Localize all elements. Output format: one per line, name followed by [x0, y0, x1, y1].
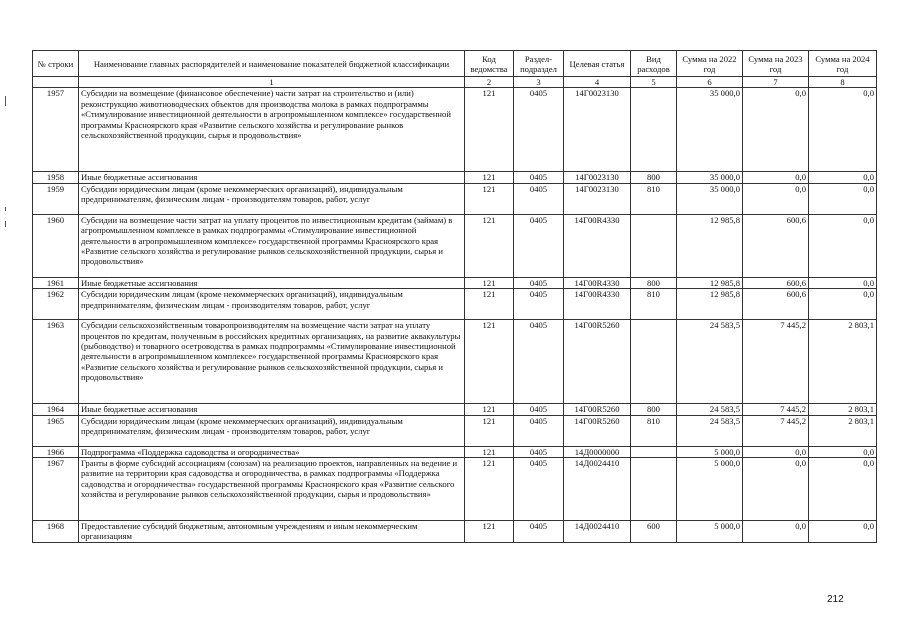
row-name: Иные бюджетные ассигнования: [79, 277, 465, 288]
row-number: 1961: [33, 277, 79, 288]
column-number: 7: [743, 77, 809, 88]
row-exp-type: 600: [631, 521, 677, 543]
table-row: [33, 277, 877, 288]
header-section: Раздел-подраздел: [514, 51, 564, 77]
row-name: Субсидии юридическим лицам (кроме некоммерческих организаций), индивидуальным предпринимателям, физическим лицам - производителям товаров, работ, услуг: [79, 289, 465, 320]
row-amount-2022: 24 583,5: [677, 404, 743, 415]
table-row: [33, 172, 877, 183]
margin-mark: [5, 96, 6, 106]
column-number: 4: [564, 77, 631, 88]
row-dept-code: 121: [465, 446, 514, 457]
row-target-code: 14Г00R5260: [564, 415, 631, 446]
row-target-code: 14Г00R5260: [564, 404, 631, 415]
row-amount-2023: 7 445,2: [743, 320, 809, 404]
row-amount-2024: 2 803,1: [809, 404, 877, 415]
row-exp-type: [631, 446, 677, 457]
margin-mark: [5, 207, 6, 211]
row-name: Субсидии юридическим лицам (кроме некоммерческих организаций), индивидуальным предпринимателям, физическим лицам - производителям товаров, работ, услуг: [79, 183, 465, 214]
row-exp-type: [631, 88, 677, 172]
row-name: Гранты в форме субсидий ассоциациям (союзам) на реализацию проектов, направленных на ведение и развитие на территории края садоводства и огородничества, в рамках подпрограммы «Поддержка садоводства и огородничества» государственной программы Красноярского края «Развитие сельского хозяйства и регулирование рынков сельскохозяйственной продукции, сырья и продовольствия»: [79, 458, 465, 521]
row-name: Субсидии сельскохозяйственным товаропроизводителям на возмещение части затрат на уплату процентов по кредитам, полученным в российских кредитных организациях, на развитие аквакультуры (рыбоводство) и товарного осетроводства в рамках подпрограммы «Стимулирование инвестиционной деятельности в агропромышленном комплексе» государственной программы Красноярского края «Развитие сельского хозяйства и регулирование рынков сельскохозяйственной продукции, сырья и продовольствия»: [79, 320, 465, 404]
row-section-code: 0405: [514, 172, 564, 183]
row-name: Предоставление субсидий бюджетным, автономным учреждениям и иным некоммерческим организациям: [79, 521, 465, 543]
row-amount-2023: 600,6: [743, 289, 809, 320]
row-dept-code: 121: [465, 404, 514, 415]
row-amount-2024: 0,0: [809, 446, 877, 457]
row-dept-code: 121: [465, 277, 514, 288]
header-target: Целевая статья: [564, 51, 631, 77]
column-number: 8: [809, 77, 877, 88]
row-name: Субсидии юридическим лицам (кроме некоммерческих организаций), индивидуальным предпринимателям, физическим лицам - производителям товаров, работ, услуг: [79, 415, 465, 446]
row-dept-code: 121: [465, 88, 514, 172]
row-section-code: 0405: [514, 88, 564, 172]
row-amount-2024: 0,0: [809, 521, 877, 543]
row-amount-2023: 0,0: [743, 446, 809, 457]
row-number: 1967: [33, 458, 79, 521]
row-exp-type: [631, 214, 677, 277]
row-dept-code: 121: [465, 458, 514, 521]
row-amount-2023: 0,0: [743, 183, 809, 214]
row-amount-2024: 0,0: [809, 277, 877, 288]
row-section-code: 0405: [514, 183, 564, 214]
row-section-code: 0405: [514, 214, 564, 277]
row-name: Субсидии на возмещение (финансовое обеспечение) части затрат на строительство и (или) реконструкцию животноводческих объектов для производства молока в рамках подпрограммы «Стимулирование инвестиционной деятельности в агропромышленном комплексе» государственной программы Красноярского края «Развитие сельского хозяйства и регулирование рынков сельскохозяйственной продукции, сырья и продовольствия»: [79, 88, 465, 172]
row-dept-code: 121: [465, 183, 514, 214]
row-name: Иные бюджетные ассигнования: [79, 172, 465, 183]
column-number: 1: [79, 77, 465, 88]
row-section-code: 0405: [514, 415, 564, 446]
column-number: 6: [677, 77, 743, 88]
row-target-code: 14Г0023130: [564, 183, 631, 214]
header-2023: Сумма на 2023 год: [743, 51, 809, 77]
row-amount-2023: 600,6: [743, 277, 809, 288]
row-number: 1966: [33, 446, 79, 457]
row-target-code: 14Г0023130: [564, 172, 631, 183]
row-number: 1964: [33, 404, 79, 415]
row-amount-2023: 0,0: [743, 88, 809, 172]
row-section-code: 0405: [514, 320, 564, 404]
row-target-code: 14Д0024410: [564, 458, 631, 521]
row-amount-2022: 5 000,0: [677, 458, 743, 521]
margin-mark: [5, 221, 6, 227]
row-number: 1959: [33, 183, 79, 214]
row-amount-2024: 2 803,1: [809, 320, 877, 404]
row-amount-2023: 0,0: [743, 172, 809, 183]
table-row: [33, 458, 877, 521]
row-amount-2024: 0,0: [809, 289, 877, 320]
row-amount-2024: 0,0: [809, 214, 877, 277]
row-section-code: 0405: [514, 458, 564, 521]
header-2022: Сумма на 2022 год: [677, 51, 743, 77]
row-amount-2023: 7 445,2: [743, 404, 809, 415]
header-dept: Код ведомства: [465, 51, 514, 77]
row-dept-code: 121: [465, 415, 514, 446]
header-exp-type: Вид расходов: [631, 51, 677, 77]
row-number: 1957: [33, 88, 79, 172]
header-name: Наименование главных распорядителей и наименование показателей бюджетной классификации: [79, 51, 465, 77]
table-row: [33, 415, 877, 446]
table-row: [33, 404, 877, 415]
row-name: Субсидии на возмещение части затрат на уплату процентов по инвестиционным кредитам (займам) в агропромышленном комплексе в рамках подпрограммы «Стимулирование инвестиционной деятельности в агропромышленном комплексе» государственной программы Красноярского края «Развитие сельского хозяйства и регулирование рынков сельскохозяйственной продукции, сырья и продовольствия»: [79, 214, 465, 277]
row-amount-2022: 5 000,0: [677, 521, 743, 543]
row-target-code: 14Г00R4330: [564, 214, 631, 277]
row-amount-2024: 0,0: [809, 172, 877, 183]
row-target-code: 14Д0024410: [564, 521, 631, 543]
row-number: 1965: [33, 415, 79, 446]
row-amount-2022: 12 985,8: [677, 214, 743, 277]
row-amount-2024: 0,0: [809, 88, 877, 172]
table-row: [33, 289, 877, 320]
row-amount-2022: 35 000,0: [677, 172, 743, 183]
table-row: [33, 214, 877, 277]
row-dept-code: 121: [465, 214, 514, 277]
row-target-code: 14Г00R5260: [564, 320, 631, 404]
row-dept-code: 121: [465, 172, 514, 183]
column-number: 3: [514, 77, 564, 88]
row-target-code: 14Г00R4330: [564, 289, 631, 320]
row-target-code: 14Г00R4330: [564, 277, 631, 288]
row-amount-2022: 24 583,5: [677, 320, 743, 404]
row-exp-type: 810: [631, 415, 677, 446]
row-dept-code: 121: [465, 289, 514, 320]
page-number: 212: [827, 594, 844, 605]
row-amount-2022: 12 985,8: [677, 277, 743, 288]
row-amount-2022: 35 000,0: [677, 88, 743, 172]
row-amount-2022: 5 000,0: [677, 446, 743, 457]
row-amount-2022: 24 583,5: [677, 415, 743, 446]
header-2024: Сумма на 2024 год: [809, 51, 877, 77]
row-exp-type: [631, 320, 677, 404]
row-exp-type: 810: [631, 183, 677, 214]
row-number: 1960: [33, 214, 79, 277]
row-number: 1958: [33, 172, 79, 183]
row-section-code: 0405: [514, 521, 564, 543]
row-target-code: 14Д0000000: [564, 446, 631, 457]
table-row: [33, 320, 877, 404]
row-section-code: 0405: [514, 446, 564, 457]
table-row: [33, 183, 877, 214]
row-exp-type: 810: [631, 289, 677, 320]
row-exp-type: [631, 458, 677, 521]
table-header-row: [33, 51, 877, 77]
column-number: 5: [631, 77, 677, 88]
row-exp-type: 800: [631, 172, 677, 183]
row-section-code: 0405: [514, 289, 564, 320]
row-amount-2024: 0,0: [809, 183, 877, 214]
row-amount-2024: 0,0: [809, 458, 877, 521]
row-amount-2024: 2 803,1: [809, 415, 877, 446]
budget-table: [32, 50, 877, 543]
column-number: [33, 77, 79, 88]
header-row-no: № строки: [33, 51, 79, 77]
row-section-code: 0405: [514, 277, 564, 288]
row-name: Иные бюджетные ассигнования: [79, 404, 465, 415]
table-row: [33, 88, 877, 172]
row-amount-2022: 12 985,8: [677, 289, 743, 320]
row-number: 1963: [33, 320, 79, 404]
row-number: 1968: [33, 521, 79, 543]
row-amount-2023: 0,0: [743, 521, 809, 543]
row-amount-2023: 600,6: [743, 214, 809, 277]
column-number: 2: [465, 77, 514, 88]
row-amount-2023: 0,0: [743, 458, 809, 521]
table-row: [33, 446, 877, 457]
row-name: Подпрограмма «Поддержка садоводства и огородничества»: [79, 446, 465, 457]
column-number-row: [33, 77, 877, 88]
row-dept-code: 121: [465, 320, 514, 404]
row-amount-2023: 7 445,2: [743, 415, 809, 446]
row-target-code: 14Г0023130: [564, 88, 631, 172]
row-exp-type: 800: [631, 404, 677, 415]
row-number: 1962: [33, 289, 79, 320]
row-exp-type: 800: [631, 277, 677, 288]
row-section-code: 0405: [514, 404, 564, 415]
row-dept-code: 121: [465, 521, 514, 543]
table-row: [33, 521, 877, 543]
row-amount-2022: 35 000,0: [677, 183, 743, 214]
